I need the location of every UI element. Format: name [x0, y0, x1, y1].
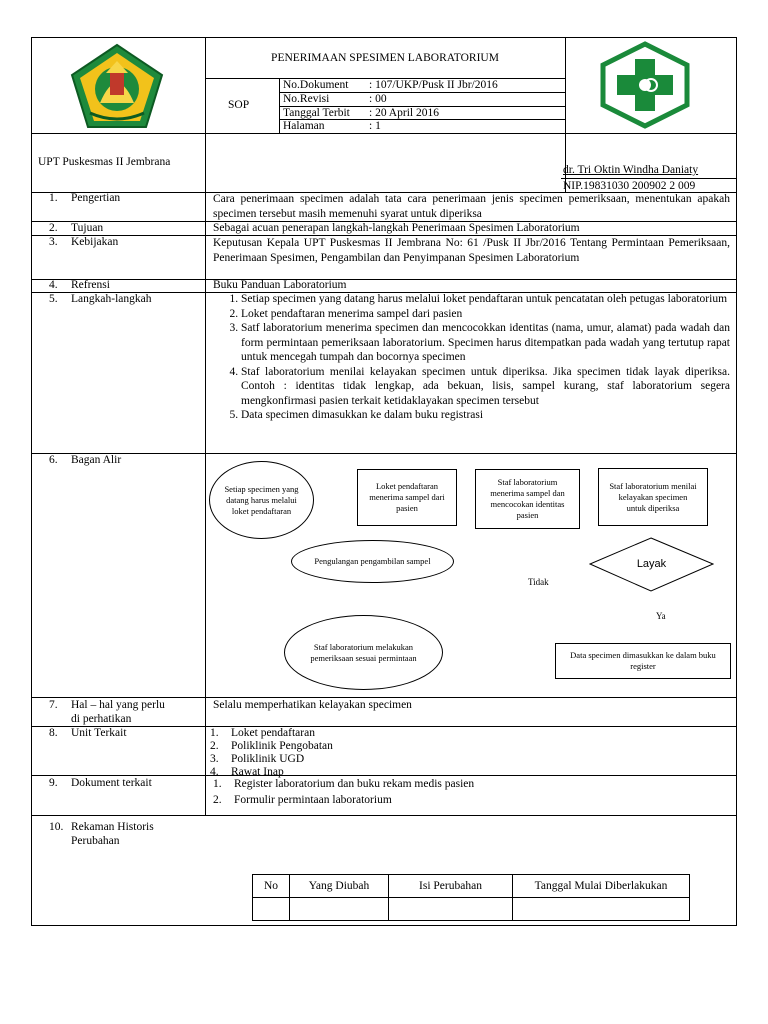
divider — [31, 279, 737, 280]
section-label: di perhatikan — [71, 713, 132, 725]
field-label: No.Revisi — [283, 93, 330, 105]
flow-end-ellipse — [284, 615, 443, 690]
list-item: 3. Satf laboratorium menerima specimen dan mencocokkan identitas (nama, umur, alamat) pada wadah dan form permintaan pemeriksaan laboratorium. Specimen harus ditempatkan pada wadah yang tertutup rapat untuk mencegah tumpah dan bocornya specimen — [241, 321, 730, 365]
section-text: Keputusan Kepala UPT Puskesmas II Jembrana No: 61 /Pusk II Jbr/2016 Tentang Permintaan Pemeriksaan, Penerimaan Spesimen, Pengambilan dan Penyimpanan Spesimen Laboratorium — [213, 237, 730, 264]
section-number: 3. — [49, 236, 58, 248]
list-number: 2. — [213, 794, 222, 806]
list-number: 1. — [213, 778, 222, 790]
table-row — [253, 898, 690, 921]
flow-text: Staf laboratorium menerima sampel dan mencocokan identitas pasien — [490, 477, 565, 520]
section-number: 1. — [49, 192, 58, 204]
divider — [31, 775, 737, 776]
table-cell — [513, 898, 690, 921]
flow-text: Staf laboratorium melakukan pemeriksaan sesuai permintaan — [310, 641, 417, 663]
list-item: 1. Setiap specimen yang datang harus melalui loket pendaftaran untuk pencatatan oleh petugas laboratorium — [241, 292, 730, 307]
flow-start-ellipse — [209, 461, 314, 539]
flow-box — [357, 469, 457, 526]
section-number: 6. — [49, 454, 58, 466]
section-label: Kebijakan — [71, 236, 119, 248]
puskesmas-logo-icon — [599, 41, 691, 129]
divider — [31, 453, 737, 454]
table-cell — [253, 898, 290, 921]
flow-text: Staf laboratorium menilai kelayakan specimen untuk diperiksa — [609, 480, 697, 513]
list-number: 2. — [210, 740, 219, 752]
divider — [31, 815, 737, 816]
list-item: 5. Data specimen dimasukkan ke dalam buku registrasi — [241, 408, 730, 423]
section-label: Pengertian — [71, 192, 121, 204]
signer-name: dr. Tri Oktin Windha Daniaty — [563, 164, 699, 176]
section-number: 9. — [49, 777, 58, 789]
table-cell — [389, 898, 513, 921]
table-header-cell: Yang Diubah — [290, 875, 389, 898]
list-number: 1. — [210, 727, 219, 739]
flow-text: Data specimen dimasukkan ke dalam buku register — [570, 650, 716, 671]
regency-emblem-icon — [70, 43, 164, 129]
section-text: Buku Panduan Laboratorium — [213, 279, 347, 291]
list-item: Formulir permintaan laboratorium — [234, 794, 392, 806]
flow-text: Loket pendaftaran menerima sampel dari pasien — [369, 481, 445, 513]
field-label: Tanggal Terbit — [283, 107, 350, 119]
field-value: : 00 — [369, 93, 387, 105]
table-header-row — [253, 875, 690, 898]
field-value: : 20 April 2016 — [369, 107, 439, 119]
divider — [31, 133, 737, 134]
flow-ellipse — [291, 540, 454, 583]
section-number: 7. — [49, 699, 58, 711]
section-label: Refrensi — [71, 279, 110, 291]
section-number: 4. — [49, 279, 58, 291]
list-item: Poliklinik UGD — [231, 753, 305, 765]
flow-text: Setiap specimen yang datang harus melalui loket pendaftaran — [224, 483, 299, 516]
divider — [31, 697, 737, 698]
field-label: No.Dokument — [283, 79, 349, 91]
section-label: Dokument terkait — [71, 777, 152, 789]
list-number: 4. — [210, 766, 219, 778]
flow-yes-label: Ya — [656, 611, 666, 621]
flow-box — [598, 468, 708, 526]
section-text: Cara penerimaan specimen adalah tata cara penerimaan jenis specimen pemeriksaan, menentukan apakah specimen tersebut masih memenuhi syarat untuk diperiksa — [213, 193, 730, 220]
divider — [205, 192, 206, 815]
document-title: PENERIMAAN SPESIMEN LABORATORIUM — [271, 52, 499, 64]
flow-no-label: Tidak — [528, 577, 549, 587]
flow-text: Pengulangan pengambilan sampel — [314, 556, 431, 566]
list-item: Rawat Inap — [231, 766, 284, 778]
divider — [31, 726, 737, 727]
flow-box — [475, 469, 580, 529]
section-label: Rekaman Historis — [71, 821, 154, 833]
list-item: 2. Loket pendaftaran menerima sampel dari pasien — [241, 307, 730, 322]
section-label: Perubahan — [71, 835, 120, 847]
table-header-cell: Tanggal Mulai Diberlakukan — [513, 875, 690, 898]
list-item: Loket pendaftaran — [231, 727, 315, 739]
institution-name: UPT Puskesmas II Jembrana — [38, 156, 171, 168]
steps-list — [213, 292, 730, 423]
table-cell — [290, 898, 389, 921]
section-number: 5. — [49, 293, 58, 305]
section-text: Sebagai acuan penerapan langkah-langkah Penerimaan Spesimen Laboratorium — [213, 222, 580, 234]
field-value: : 1 — [369, 120, 381, 132]
list-number: 3. — [210, 753, 219, 765]
field-value: : 107/UKP/Pusk II Jbr/2016 — [369, 79, 498, 91]
section-number: 2. — [49, 222, 58, 234]
section-number: 10. — [49, 821, 64, 833]
list-item: Poliklinik Pengobatan — [231, 740, 333, 752]
history-table — [252, 874, 690, 921]
flow-box — [555, 643, 731, 679]
list-item: Register laboratorium dan buku rekam medis pasien — [234, 778, 475, 790]
section-label: Langkah-langkah — [71, 293, 152, 305]
section-number: 8. — [49, 727, 58, 739]
divider — [561, 178, 737, 179]
table-header-cell: No — [253, 875, 290, 898]
sop-label: SOP — [228, 99, 250, 111]
list-item: 4. Staf laboratorium menilai kelayakan specimen untuk diperiksa. Jika specimen tidak layak diperiksa. Contoh : identitas tidak lengkap, ada bekuan, lisis, sampel kurang, staf laboratorium segera mengkonfirmasi pasien terkait ketidaklayakan specimen tersebut — [241, 365, 730, 409]
section-label: Bagan Alir — [71, 454, 122, 466]
field-label: Halaman — [283, 120, 325, 132]
flow-decision-label: Layak — [636, 558, 667, 570]
section-label: Unit Terkait — [71, 727, 127, 739]
signer-nip: NIP.19831030 200902 2 009 — [563, 180, 696, 192]
section-label: Tujuan — [71, 222, 104, 234]
table-header-cell: Isi Perubahan — [389, 875, 513, 898]
section-text: Selalu memperhatikan kelayakan specimen — [213, 699, 412, 711]
section-label: Hal – hal yang perlu — [71, 699, 165, 711]
